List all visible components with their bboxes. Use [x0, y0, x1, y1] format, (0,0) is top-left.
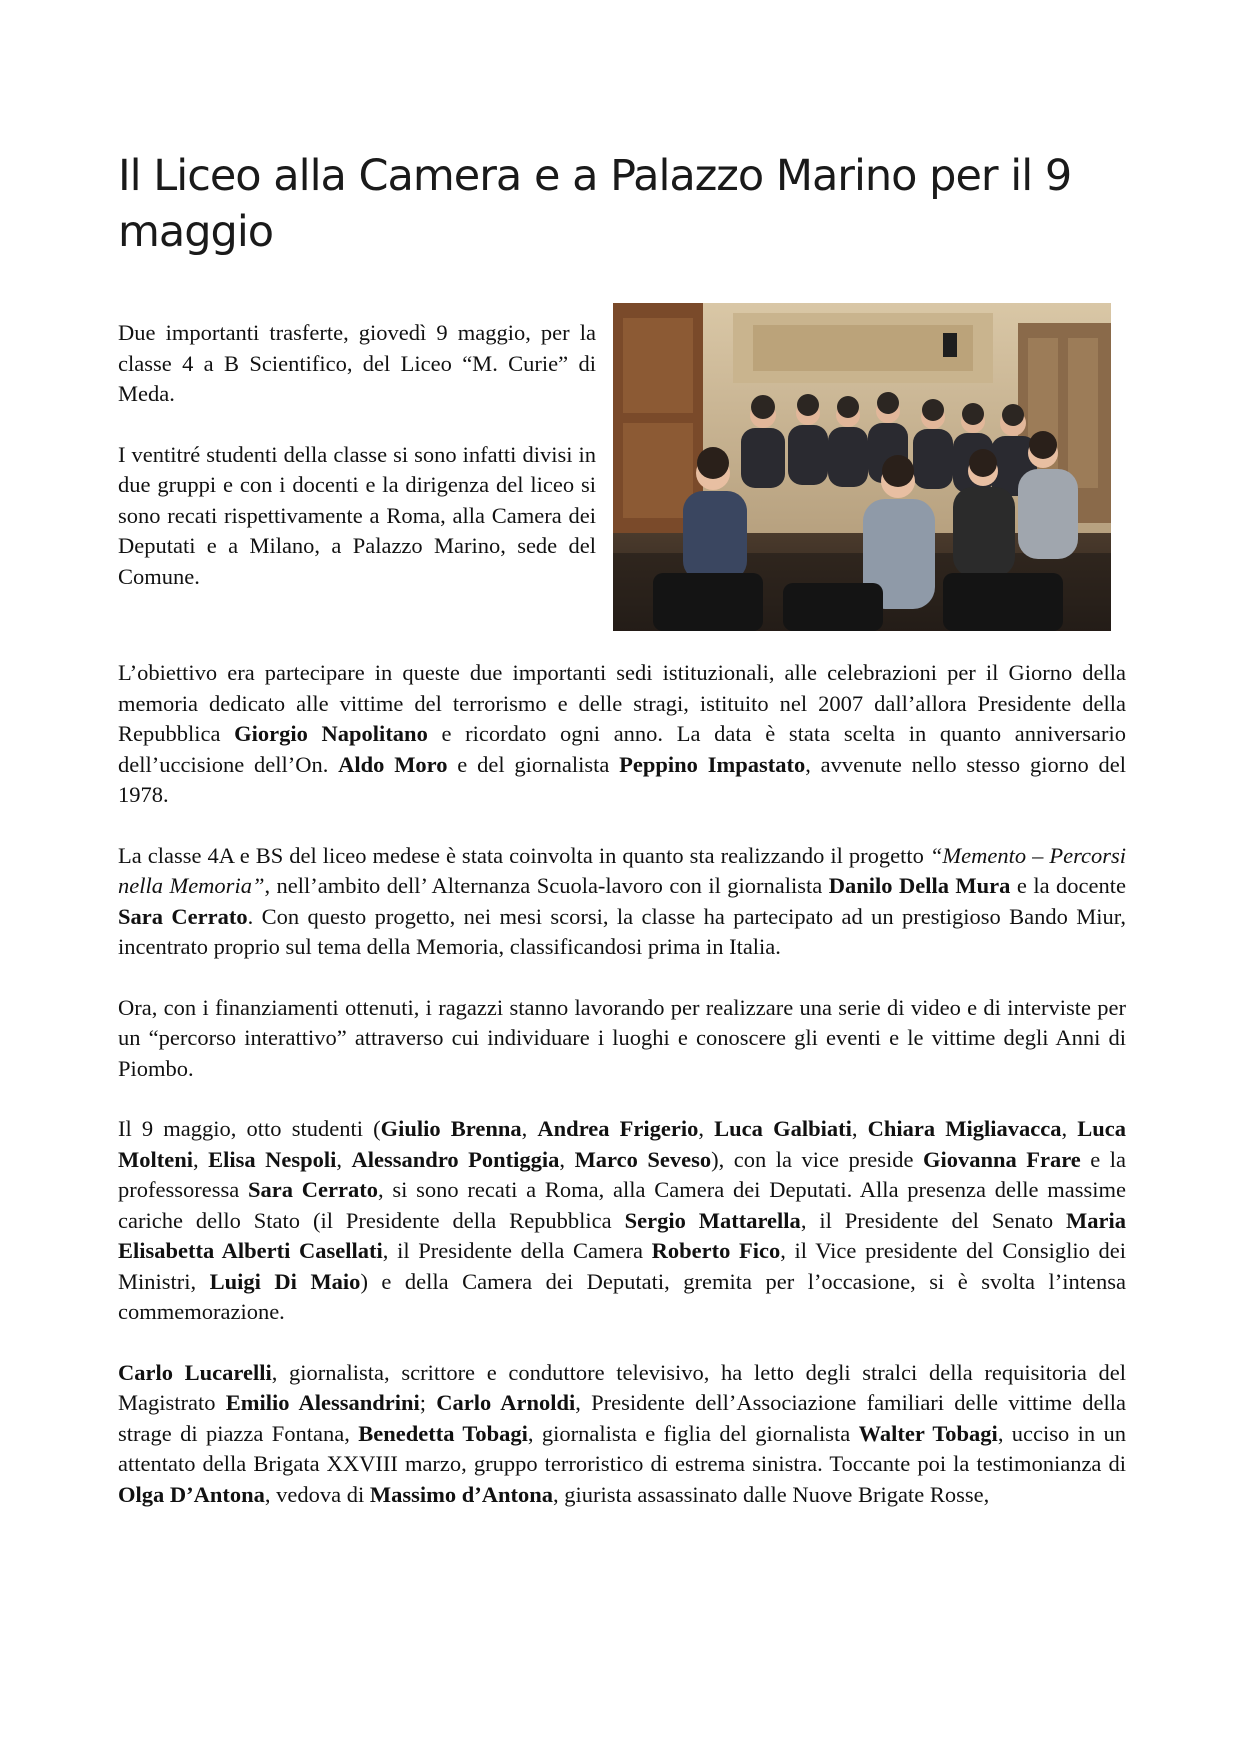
intro-paragraph-1: Due importanti trasferte, giovedì 9 maggio, per la classe 4 a B Scientifico, del Liceo “M. Curie” di Meda. [118, 320, 596, 406]
body-paragraph-funding: Ora, con i finanziamenti ottenuti, i ragazzi stanno lavorando per realizzare una serie di video e di interviste per un “percorso interattivo” attraverso cui individuare i luoghi e conoscere gli eventi e le vittime degli Anni di Piombo. [118, 994, 1126, 1081]
body-paragraph-rome-trip: Il 9 maggio, otto studenti (Giulio Brenna, Andrea Frigerio, Luca Galbiati, Chiara Migliavacca, Luca Molteni, Elisa Nespoli, Alessandro Pontiggia, Marco Seveso), con la vice preside Giovanna Frare e la professoressa Sara Cerrato, si sono recati a Roma, alla Camera dei Deputati. Alla presenza delle massime cariche dello Stato (il Presidente della Repubblica Sergio Mattarella, il Presidente del Senato Maria Elisabetta Alberti Casellati, il Presidente della Camera Roberto Fico, il Vice presidente del Consiglio dei Ministri, Luigi Di Maio) e della Camera dei Deputati, gremita per l’occasione, si è svolta l’intensa commemorazione. [118, 1116, 1127, 1324]
article-title: Il Liceo alla Camera e a Palazzo Marino per il 9 maggio [118, 151, 1072, 257]
intro-column [118, 318, 596, 622]
body-paragraph-speakers: Carlo Lucarelli, giornalista, scrittore e conduttore televisivo, ha letto degli stralci della requisitoria del Magistrato Emilio Alessandrini; Carlo Arnoldi, Presidente dell’Associazione familiari delle vittime della strage di piazza Fontana, Benedetta Tobagi, giornalista e figlia del giornalista Walter Tobagi, ucciso in un attentato della Brigata XXVIII marzo, gruppo terroristico di estrema sinistra. Toccante poi la testimonianza di Olga D’Antona, vedova di Massimo d’Antona, giurista assassinato dalle Nuove Brigate Rosse, [118, 1359, 1126, 1507]
group-photo-illustration [613, 303, 1111, 631]
body-paragraph-project: La classe 4A e BS del liceo medese è stata coinvolta in quanto sta realizzando il progetto “Memento – Percorsi nella Memoria”, nell’ambito dell’ Alternanza Scuola-lavoro con il giornalista Danilo Della Mura e la docente Sara Cerrato. Con questo progetto, nei mesi scorsi, la classe ha partecipato ad un prestigioso Bando Miur, incentrato proprio sul tema della Memoria, classificandosi prima in Italia. [118, 842, 1126, 959]
class-group-photo [613, 303, 1111, 631]
intro-paragraph-2: I ventitré studenti della classe si sono infatti divisi in due gruppi e con i docenti e la dirigenza del liceo si sono recati rispettivamente a Roma, alla Camera dei Deputati e a Milano, a Palazzo Marino, sede del Comune. [118, 441, 596, 589]
article-body [118, 658, 1126, 1510]
body-paragraph-memory-day: L’obiettivo era partecipare in queste due importanti sedi istituzionali, alle celebrazioni per il Giorno della memoria dedicato alle vittime del terrorismo e delle stragi, istituito nel 2007 dall’allora Presidente della Repubblica Giorgio Napolitano e ricordato ogni anno. La data è stata scelta in quanto anniversario dell’uccisione dell’On. Aldo Moro e del giornalista Peppino Impastato, avvenute nello stesso giorno del 1978. [118, 660, 1126, 807]
